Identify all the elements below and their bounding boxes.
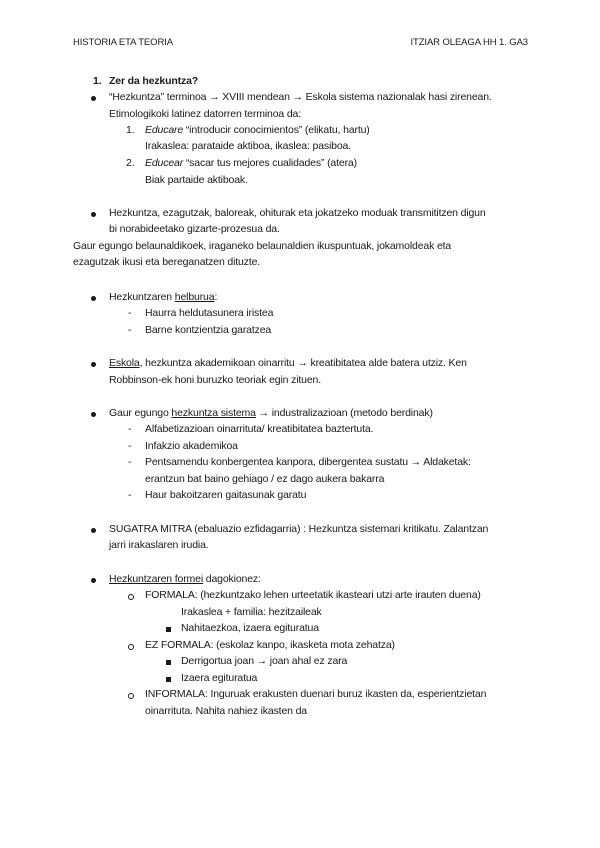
informala-line2: oinarrituta. Nahita nahiez ikasten da — [145, 705, 307, 717]
bullet-icon — [91, 578, 96, 583]
informala-line1: INFORMALA: Inguruak erakusten duenari buruz ikasten da, esperientzietan — [145, 688, 487, 700]
circle-bullet-icon — [128, 594, 134, 600]
dash-marker: - — [128, 324, 132, 336]
ezformala-sub1: Derrigortua joan → joan ahal ez zara — [181, 655, 348, 667]
b4-line2: Robbinson-ek honi buruzko teoriak egin zituen. — [109, 374, 321, 386]
b1-item1-number: 1. — [126, 124, 135, 136]
formala-line2: Irakaslea + familia: hezitzaileak — [181, 606, 322, 618]
b1-line2: Etimologikoki latinez datorren terminoa da: — [109, 108, 301, 120]
dash-marker: - — [128, 440, 132, 452]
b6-line2: jarri irakaslaren irudia. — [109, 539, 209, 551]
b1-item1-line2: Irakaslea: parataide aktiboa, ikaslea: pasiboa. — [145, 140, 352, 152]
b5-sub3-line2: erantzun bat baino gehiago / ez dago aukera bakarra — [145, 473, 385, 485]
b4-term: Eskola — [109, 357, 140, 369]
bullet-icon — [91, 96, 96, 101]
dash-marker: - — [128, 456, 132, 468]
b4-line1 — [109, 357, 467, 370]
b1-item1-term: Educare — [145, 124, 184, 136]
b5-sub1: Alfabetizazioan oinarrituta/ kreatibitatea baztertuta. — [145, 423, 374, 435]
b3-sub1: Haurra heldutasunera iristea — [145, 307, 274, 319]
bullet-icon — [91, 212, 96, 217]
b1-item1-rest: “introducir conocimientos” (elikatu, hartu) — [183, 124, 370, 136]
b1-item2-rest: “sacar tus mejores cualidades” (atera) — [183, 157, 357, 169]
b5-pre: Gaur egungo — [109, 407, 172, 419]
b3-pre: Hezkuntzaren — [109, 291, 175, 303]
square-bullet-icon — [166, 627, 171, 632]
circle-bullet-icon — [128, 644, 134, 650]
ezformala-line1: EZ FORMALA: (eskolaz kanpo, ikasketa mota zehatza) — [145, 639, 395, 651]
b5-sub2: Infakzio akademikoa — [145, 440, 238, 452]
b5-sub3-line1: Pentsamendu konbergentea kanpora, dibergentea sustatu → Aldaketak: — [145, 456, 471, 468]
b5-heading — [109, 407, 433, 420]
section-number: 1. — [93, 75, 102, 87]
b7-term: Hezkuntzaren formei — [109, 573, 204, 585]
circle-bullet-icon — [128, 693, 134, 699]
bullet-icon — [91, 412, 96, 417]
b2-line1: Hezkuntza, ezagutzak, baloreak, ohiturak eta jokatzeko moduak transmititzen digun — [109, 207, 486, 219]
b1-item1 — [145, 124, 370, 137]
b6-line1: SUGATRA MITRA (ebaluazio ezfidagarria) : Hezkuntza sistemari kritikatu. Zalantzan — [109, 523, 489, 535]
b5-sub4: Haur bakoitzaren gaitasunak garatu — [145, 489, 307, 501]
section-title: Zer da hezkuntza? — [109, 75, 199, 87]
header-subject: HISTORIA ETA TEORIA — [73, 37, 173, 48]
para-line2: ezagutzak ikusi eta bereganatzen dituzte. — [73, 256, 261, 268]
header-author: ITZIAR OLEAGA HH 1. GA3 — [410, 37, 528, 48]
b3-term: helburua — [174, 291, 215, 303]
b1-item2-line2: Biak partaide aktiboak. — [145, 174, 248, 186]
b4-rest: , hezkuntza akademikoan oinarritu → kreatibitatea alde batera utziz. Ken — [139, 357, 467, 369]
b3-sub2: Barne kontzientzia garatzea — [145, 324, 272, 336]
b1-item2 — [145, 157, 357, 170]
bullet-icon — [91, 362, 96, 367]
square-bullet-icon — [166, 660, 171, 665]
b7-heading — [109, 573, 261, 586]
b3-heading — [109, 291, 217, 304]
bullet-icon — [91, 296, 96, 301]
b1-item2-number: 2. — [126, 157, 135, 169]
dash-marker: - — [128, 307, 132, 319]
b1-item2-term: Educear — [145, 157, 184, 169]
dash-marker: - — [128, 489, 132, 501]
b7-post: dagokionez: — [203, 573, 261, 585]
bullet-icon — [91, 528, 96, 533]
formala-line1: FORMALA: (hezkuntzako lehen urteetatik ikasteari utzi arte irauten duena) — [145, 589, 481, 601]
ezformala-sub2: Izaera egituratua — [181, 672, 258, 684]
square-bullet-icon — [166, 677, 171, 682]
b2-line2: bi norabideetako gizarte-prozesua da. — [109, 223, 280, 235]
b3-post: : — [214, 291, 218, 303]
dash-marker: - — [128, 423, 132, 435]
formala-sub: Nahitaezkoa, izaera egituratua — [181, 622, 319, 634]
b5-term: hezkuntza sistema — [171, 407, 256, 419]
para-line1: Gaur egungo belaunaldikoek, iraganeko belaunaldien ikuspuntuak, jokamoldeak eta — [73, 240, 452, 252]
b5-post: → industralizazioan (metodo berdinak) — [255, 407, 433, 419]
b1-line1: “Hezkuntza” terminoa → XVIII mendean → Eskola sistema nazionalak hasi zirenean. — [109, 91, 492, 103]
